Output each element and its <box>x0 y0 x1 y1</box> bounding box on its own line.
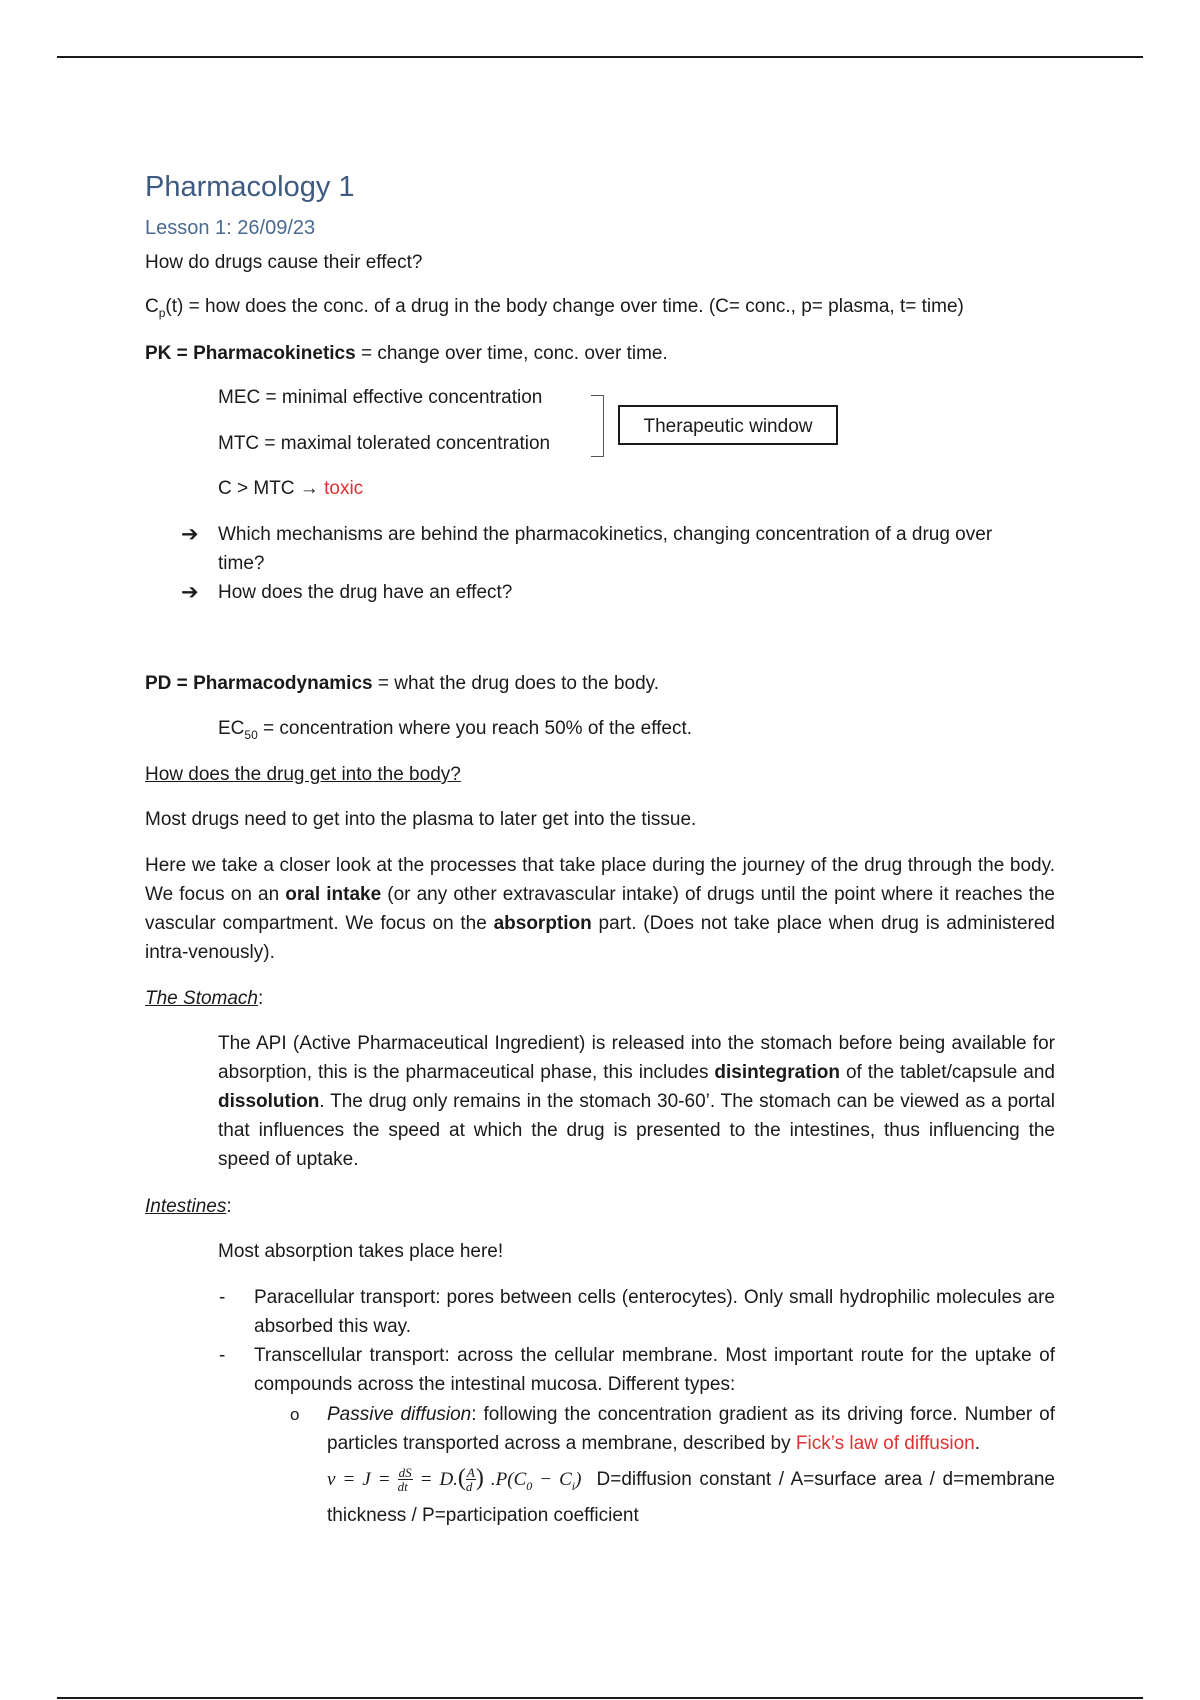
dash-bullet-icon: - <box>219 1345 226 1366</box>
arrow-item-2: How does the drug have an effect? <box>218 582 513 603</box>
bracket <box>591 395 604 457</box>
closer-look-absorption: absorption <box>493 913 592 934</box>
pd-eq: = <box>171 673 194 694</box>
stomach-disintegration: disintegration <box>714 1062 841 1083</box>
stomach-heading-line <box>145 984 263 1013</box>
ec50-definition <box>218 714 692 750</box>
formula-ds: dS <box>398 1465 412 1481</box>
pd-rest: = what the drug does to the body. <box>372 673 660 694</box>
top-rule <box>57 56 1143 58</box>
closer-look-paragraph <box>145 851 1055 967</box>
arrow-bullet-icon: ➔ <box>181 523 199 546</box>
ficks-law: Fick’s law of diffusion <box>795 1433 975 1454</box>
passive-rest: : following the concentration gradient as its driving force. Number of particles transported across a membrane, described by <box>327 1404 1056 1454</box>
circle-bullet-icon: o <box>290 1405 300 1424</box>
transcellular-item: Transcellular transport: across the cellular membrane. Most important route for the uptake of compounds across the intestinal mucosa. Different types: <box>254 1345 1055 1395</box>
formula-paren: ( <box>457 1465 466 1491</box>
lesson-subtitle: Lesson 1: 26/09/23 <box>145 217 316 239</box>
pk-definition <box>145 339 668 368</box>
page-title: Pharmacology 1 <box>145 171 355 203</box>
stomach-p2: of the tablet/capsule and <box>840 1062 1055 1083</box>
cpt-symbol-rest: (t) <box>165 296 184 317</box>
toxic-word: toxic <box>324 478 364 499</box>
toxic-prefix: C > MTC → <box>218 478 325 499</box>
pk-abbr: PK <box>145 343 172 364</box>
dash-bullet-icon: - <box>219 1287 226 1308</box>
fick-formula <box>327 1464 1055 1530</box>
formula-mid: = D. <box>412 1469 458 1490</box>
stomach-heading: The Stomach <box>145 988 258 1009</box>
mec-definition: MEC = minimal effective concentration <box>218 387 543 408</box>
intestines-heading-line <box>145 1192 232 1221</box>
formula-a: A <box>466 1465 475 1481</box>
formula-minus: − C <box>532 1469 572 1490</box>
toxic-line <box>218 474 363 503</box>
question-intro: How do drugs cause their effect? <box>145 252 423 273</box>
pk-term: Pharmacokinetics <box>193 343 356 364</box>
heading-drug-into-body: How does the drug get into the body? <box>145 764 461 785</box>
formula-dt: dt <box>397 1479 408 1495</box>
closer-look-oral-intake: oral intake <box>285 884 382 905</box>
ec50-ec: EC <box>218 718 245 739</box>
closer-look-p3: part. (Does not take place when drug is administered intra-venously). <box>145 913 1055 963</box>
pk-eq: = <box>171 343 194 364</box>
formula-c0: 0 <box>526 1478 533 1493</box>
intestines-heading-colon: : <box>226 1196 232 1217</box>
formula-ds-dt <box>398 1466 413 1493</box>
cpt-definition <box>145 292 964 328</box>
paracellular-item: Paracellular transport: pores between cells (enterocytes). Only small hydrophilic molecules are absorbed this way. <box>254 1287 1055 1337</box>
cpt-symbol-sub: p <box>158 305 166 320</box>
formula-lhs: v = J = <box>327 1469 398 1490</box>
closer-look-p1: Here we take a closer look at the processes that take place during the journey of the drug through the body. We focus on an <box>145 855 1055 905</box>
pk-rest: = change over time, conc. over time. <box>355 343 668 364</box>
pd-abbr: PD <box>145 673 172 694</box>
formula-paren: ) <box>475 1465 484 1491</box>
closer-look-p2: (or any other extravascular intake) of drugs until the point where it reaches the vascular compartment. We focus on the <box>145 884 1055 934</box>
stomach-p3: . The drug only remains in the stomach 30-60’. The stomach can be viewed as a portal that influences the speed at which the drug is presented to the intestines, thus influencing the speed of uptake. <box>218 1091 1055 1170</box>
stomach-dissolution: dissolution <box>218 1091 320 1112</box>
therapeutic-window-box: Therapeutic window <box>618 405 838 445</box>
cpt-symbol-c: C <box>145 296 159 317</box>
bottom-rule <box>57 1697 1143 1699</box>
ec50-sub: 50 <box>244 727 258 742</box>
arrow-bullet-icon: ➔ <box>181 581 199 604</box>
arrow-item-1-line2: time? <box>218 553 265 574</box>
formula-description: D=diffusion constant / A=surface area / d=membrane thickness / P=participation coefficient <box>327 1469 1055 1526</box>
formula-ci: i <box>571 1478 576 1493</box>
stomach-heading-colon: : <box>258 988 264 1009</box>
intestines-heading: Intestines <box>145 1196 227 1217</box>
formula-d: d <box>465 1479 473 1495</box>
absorption-here: Most absorption takes place here! <box>218 1241 504 1262</box>
formula-rhs: .P(C <box>483 1469 527 1490</box>
cpt-rest: = how does the conc. of a drug in the body change over time. (C= conc., p= plasma, t= time) <box>183 296 964 317</box>
passive-term: Passive diffusion <box>327 1404 472 1425</box>
ec50-rest: = concentration where you reach 50% of the effect. <box>257 718 693 739</box>
formula-a-over-d <box>466 1466 476 1493</box>
passive-end: . <box>974 1433 980 1454</box>
formula-close: ) <box>575 1469 582 1490</box>
passive-diffusion-item <box>327 1400 1055 1458</box>
pd-definition <box>145 669 659 698</box>
plasma-sentence: Most drugs need to get into the plasma to later get into the tissue. <box>145 809 697 830</box>
arrow-item-1-line1: Which mechanisms are behind the pharmacokinetics, changing concentration of a drug over <box>218 524 993 545</box>
stomach-paragraph <box>218 1029 1055 1174</box>
stomach-p1: The API (Active Pharmaceutical Ingredient) is released into the stomach before being available for absorption, this is the pharmaceutical phase, this includes <box>218 1033 1055 1083</box>
mtc-definition: MTC = maximal tolerated concentration <box>218 433 551 454</box>
pd-term: Pharmacodynamics <box>193 673 373 694</box>
